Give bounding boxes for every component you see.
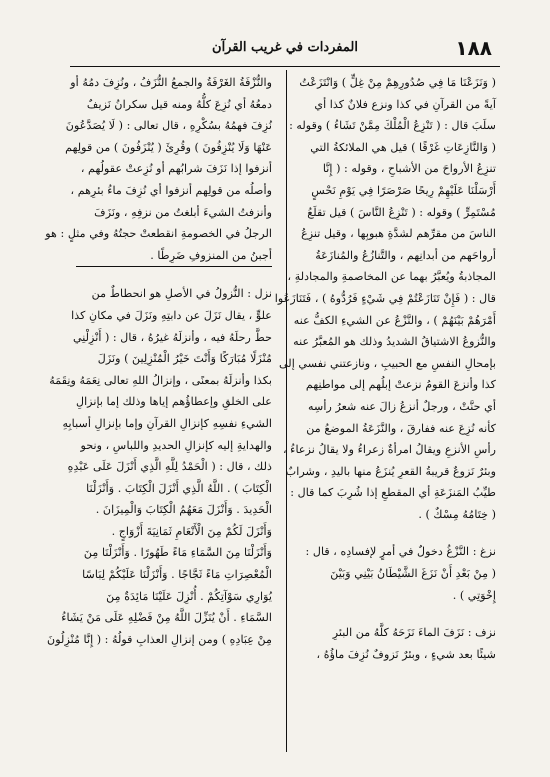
text-line: بإمحالِ النفسِ مع الحبيبِ ، ونازعتني نفسي إلى xyxy=(278,356,496,370)
text-line: أرواحَهم من أبدانِهم ، والتَّنازُعُ والمُنازَعَةُ xyxy=(315,248,496,262)
entry-headword-line: نزغ : النَّزْغُ دخولٌ في أمرٍ لإفسادِه ، قال : xyxy=(305,545,496,559)
text-line: عَنْهَا وَلَا يُنْزِفُونَ ) وقُرِئَ ( يُنْزَفُونَ ) من قولِهم xyxy=(65,140,272,154)
text-line: وأصلُه من قولِهم أنزفوا أي نُزِفَ ماءُ بئرِهم ، xyxy=(70,183,272,197)
text-line: رأسِ الأنزعِ ويقالُ امرأةٌ زعراءُ ولا يقالُ نزعاءُ ، xyxy=(283,443,496,457)
right-column xyxy=(274,72,496,762)
text-line: السَّمَاءِ . أَنْ يُنَزِّلَ اللَّهُ مِنْ فَضْلِهِ عَلَى مَنْ يَشَاءُ xyxy=(61,611,272,625)
text-line: كأنه نُزِعَ عنه ففارقَ ، والنَّزَعَةُ الموضعُ من xyxy=(306,421,496,435)
text-line: الْكِتَابَ ) . اللَّهُ الَّذِي أَنْزَلَ الْكِتَابَ . وَأَنْزَلْنَا xyxy=(86,481,272,495)
entry-headword-line: نزف : نَزَفَ الماءَ نَزَحَهُ كلَّهُ من البئرِ xyxy=(332,626,496,640)
text-line: أجبنُ من المنزوفِ ضَرِطًا . xyxy=(76,245,272,268)
entry-gap xyxy=(76,267,272,283)
entry-gap xyxy=(300,525,496,541)
text-line: قال : ( فَإِنْ تَنَازَعْتُمْ فِي شَيْءٍ فَرُدُّوهُ ) ، فَتَنَازَعُوا xyxy=(274,291,496,305)
text-line: بكذا وأنزلَهُ بمعنًى ، وإنزالُ اللهِ تعالى نِعَمَهُ ونِقَمَهُ xyxy=(49,373,272,387)
entry-gap xyxy=(300,606,496,622)
text-line: ( خِتَامُهُ مِسْكٌ ) . xyxy=(418,507,496,521)
text-line: الناسَ من مقرِّهم لشدَّةِ هبوبِها ، وقيل تنزِعُ xyxy=(301,227,496,241)
entry-headword-line: نزل : النُّزولُ في الأصلِ هو انحطاطٌ من xyxy=(91,287,272,301)
text-line: ( وَالنَّازِعَاتِ غَرْقًا ) قيل هي الملائكةُ التي xyxy=(310,140,496,154)
column-divider xyxy=(286,70,287,752)
text-line: أنزفوا إذا نَزَفَ شرابُهم أو نُزِعتْ عقولُهم ، xyxy=(80,162,272,176)
text-line: أَمْرَهُمْ بَيْنَهُمْ ) ، والنَّزْعُ عن الشيءِ الكفُّ عنه xyxy=(293,313,496,327)
text-line: الْحَدِيدَ . وَأَنْزَلَ مَعَهُمُ الْكِتَابَ وَالْمِيزَانَ . xyxy=(95,503,272,517)
text-line: ( وَنَزَعْنَا مَا فِي صُدُورِهِمْ مِنْ غِلٍّ ) وَانْتَزَعْتُ xyxy=(299,76,496,89)
text-line: كذا وأنزعَ القومُ نزعتْ إبلُهم إلى مواطنِهم xyxy=(305,378,496,392)
text-line: والهدايةِ إليه كإنزالِ الحديدِ واللباسِ ، ونحو xyxy=(80,438,272,452)
text-line: حطَّ رحلَهُ فيه ، وأنزلَهُ غيرُهُ ، قال : ( أَنْزِلْنِي xyxy=(72,330,272,344)
page-header xyxy=(70,34,500,68)
text-line: وَأَنْزَلْنَا مِنَ السَّمَاءِ مَاءً طَهُورًا . وَأَنْزَلْنَا مِنَ xyxy=(83,546,272,560)
text-line: الْمُعْصِرَاتِ مَاءً ثَجَّاجًا . وَأَنْزَلْنَا عَلَيْكُمْ لِبَاسًا xyxy=(82,568,272,582)
text-line: المجاذبةُ ويُعبَّرُ بهما عن المخاصمةِ والمجادلةِ ، xyxy=(287,270,496,284)
text-line: وَأَنْزَلَ لَكُمْ مِنَ الْأَنْعَامِ ثَمَانِيَةَ أَزْوَاجٍ . xyxy=(111,524,272,538)
text-line: وبئرٌ نَزوعٌ قريبةُ القعرِ يُنزَعُ منها باليدِ ، وشرابٌ xyxy=(285,464,496,478)
text-line: الرجلُ في الخصومةِ انقطعتْ حجتُهُ وفي مثلٍ : هو xyxy=(45,227,272,241)
text-line: يُوَارِي سَوْآتِكُمْ . أُنْزِلَ عَلَيْنَا مَائِدَةٌ مِنَ xyxy=(106,589,272,603)
text-line: نُزِفَ فهمُهُ بسُكْرِهِ ، قال تعالى : ( لَا يُصَدَّعُونَ xyxy=(65,119,272,133)
text-line: مُسْتَمِرٍّ ) وقوله : ( تَنْزِعُ النَّاسَ ) قيل تقلَعُ xyxy=(307,205,496,219)
text-line: أَرْسَلْنَا عَلَيْهِمْ رِيحًا صَرْصَرًا فِي يَوْمِ نَحْسٍ xyxy=(311,183,496,197)
text-line: والنُّزْفَةُ الغَرْفَةُ والجمعُ النُّزَفُ ، ونُزِفَ دمُهُ أو xyxy=(70,76,272,89)
text-line: طيِّبُ المَنزَعَةِ أي المقطعِ إذا شُرِبَ كما قال : xyxy=(290,486,496,500)
text-line: وأنزفتُ الشيءَ أبلغتُ من نزفِهِ ، ونَزَفَ xyxy=(94,205,272,219)
text-line: تنزِعُ الأرواحَ من الأشباحِ ، وقوله : ( إِنَّا xyxy=(322,162,496,176)
text-line: دمعُهُ أي نُزِعَ كلُّهُ ومنه قيل سكرانُ نَزيفٌ xyxy=(86,97,272,111)
header-rule xyxy=(70,66,500,67)
text-line: ذلك ، قال : ( الْحَمْدُ لِلَّهِ الَّذِي أَنْزَلَ عَلَى عَبْدِهِ xyxy=(67,460,272,474)
running-title: المفردات في غريب القرآن xyxy=(212,40,358,55)
text-line: على الخلقِ وإعطاؤُهم إياها وذلك إما بإنزالِ xyxy=(75,395,272,409)
text-line: سلَبَ قال : ( تَنْزِعُ الْمُلْكَ مِمَّنْ تَشَاءُ ) وقوله : xyxy=(289,119,496,133)
text-line: علوٍّ ، يقال نَزَلَ عن دابتِهِ ونَزَلَ في مكانِ كذا xyxy=(71,308,272,322)
text-line: والنُّزوعُ الاشتياقُ الشديدُ وذلك هو المُعبَّرُ عنه xyxy=(293,335,496,349)
text-line: الشيءِ نفسِهِ كإنزالِ القرآنِ وإما بإنزالِ أسبابِهِ xyxy=(62,416,272,430)
text-line: مِنْ عِبَادِهِ ) ومن إنزالِ العذابِ قولُهُ : ( إِنَّا مُنْزِلُونَ xyxy=(47,632,272,646)
text-line: شيئًا بعد شيءٍ ، وبئرٌ نَزوفٌ نُزِفَ ماؤُهُ ، xyxy=(316,647,496,661)
left-column xyxy=(45,72,272,762)
text-line: مُنْزَلًا مُبَارَكًا وَأَنْتَ خَيْرُ الْمُنْزِلِينَ ) ونَزَلَ xyxy=(97,352,272,366)
page-number: ١٨٨ xyxy=(455,36,492,60)
text-line: أي حنَّتْ ، ورجلٌ أنزعُ زالَ عنه شعرُ رأسِه xyxy=(308,399,496,413)
text-line: إِخْوَتِي ) . xyxy=(452,588,496,602)
text-line: ( مِنْ بَعْدِ أَنْ نَزَغَ الشَّيْطَانُ بَيْنِي وَبَيْنَ xyxy=(330,567,496,581)
text-line: آيةً من القرآنِ في كذا ونزع فلانٌ كذا أي xyxy=(314,97,496,111)
